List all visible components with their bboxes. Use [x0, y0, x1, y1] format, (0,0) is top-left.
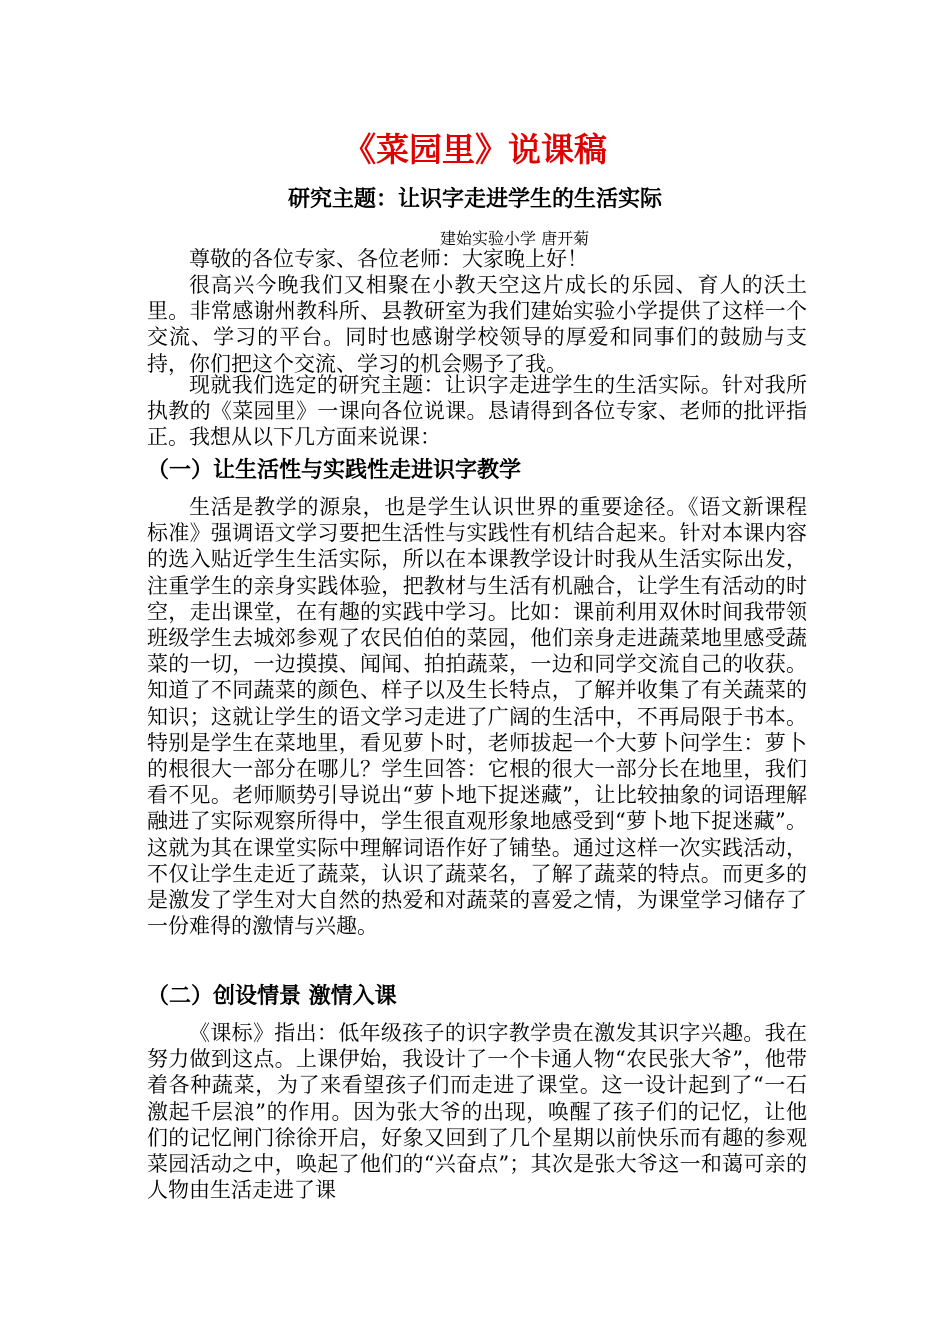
document-title: 《菜园里》说课稿: [343, 130, 607, 169]
section1-paragraph: 生活是教学的源泉，也是学生认识世界的重要途径。《语文新课程标准》强调语文学习要把生活性与实践性有机结合起来。针对本课内容的选入贴近学生生活实际，所以在本课教学设计时我从生活实际出发，注重学生的亲身实践体验，把教材与生活有机融合，让学生有活动的时空，走出课堂，在有趣的实践中学习。比如：课前利用双休时间我带领班级学生去城郊参观了农民伯伯的菜园，他们亲身走进蔬菜地里感受蔬菜的一切，一边摸摸、闻闻、拍拍蔬菜，一边和同学交流自己的收获。知道了不同蔬菜的颜色、样子以及生长特点，了解并收集了有关蔬菜的知识；这就让学生的语文学习走进了广阔的生活中，不再局限于书本。特别是学生在菜地里，看见萝卜时，老师拔起一个大萝卜问学生：萝卜的根很大一部分在哪儿？学生回答：它根的很大一部分长在地里，我们看不见。老师顺势引导说出“萝卜地下捉迷藏”，让比较抽象的词语理解融进了实际观察所得中，学生很直观形象地感受到“萝卜地下捉迷藏”。这就为其在课堂实际中理解词语作好了铺垫。通过这样一次实践活动，不仅让学生走近了蔬菜，认识了蔬菜名，了解了蔬菜的特点。而更多的是激发了学生对大自然的热爱和对蔬菜的喜爱之情，为课堂学习储存了一份难得的激情与兴趣。: [147, 495, 807, 939]
intro-paragraph: 很高兴今晚我们又相聚在小教天空这片成长的乐园、育人的沃土里。非常感谢州教科所、县教研室为我们建始实验小学提供了这样一个交流、学习的平台。同时也感谢学校领导的厚爱和同事们的鼓励与支持，你们把这个交流、学习的机会赐予了我。: [147, 273, 807, 376]
document-subtitle: 研究主题：让识字走进学生的生活实际: [287, 187, 662, 212]
section2-paragraph: 《课标》指出：低年级孩子的识字教学贵在激发其识字兴趣。我在努力做到这点。上课伊始，我设计了一个卡通人物“农民张大爷”，他带着各种蔬菜，为了来看望孩子们而走进了课堂。这一设计起到了“一石激起千层浪”的作用。因为张大爷的出现，唤醒了孩子们的记忆，让他们的记忆闸门徐徐开启，好象又回到了几个星期以前快乐而有趣的参观菜园活动之中，唤起了他们的“兴奋点”；其次是张大爷这一和蔼可亲的人物由生活走进了课: [147, 1021, 807, 1203]
section-heading-2: （二）创设情景 激情入课: [147, 984, 397, 1009]
topic-paragraph: 现就我们选定的研究主题：让识字走进学生的生活实际。针对我所执教的《菜园里》一课向各位说课。恳请得到各位专家、老师的批评指正。我想从以下几方面来说课：: [147, 373, 807, 450]
section-heading-1: （一）让生活性与实践性走进识字教学: [147, 458, 522, 483]
greeting-paragraph: 尊敬的各位专家、各位老师：大家晚上好！: [189, 247, 588, 271]
author-line: 建始实验小学 唐开菊: [440, 229, 590, 248]
